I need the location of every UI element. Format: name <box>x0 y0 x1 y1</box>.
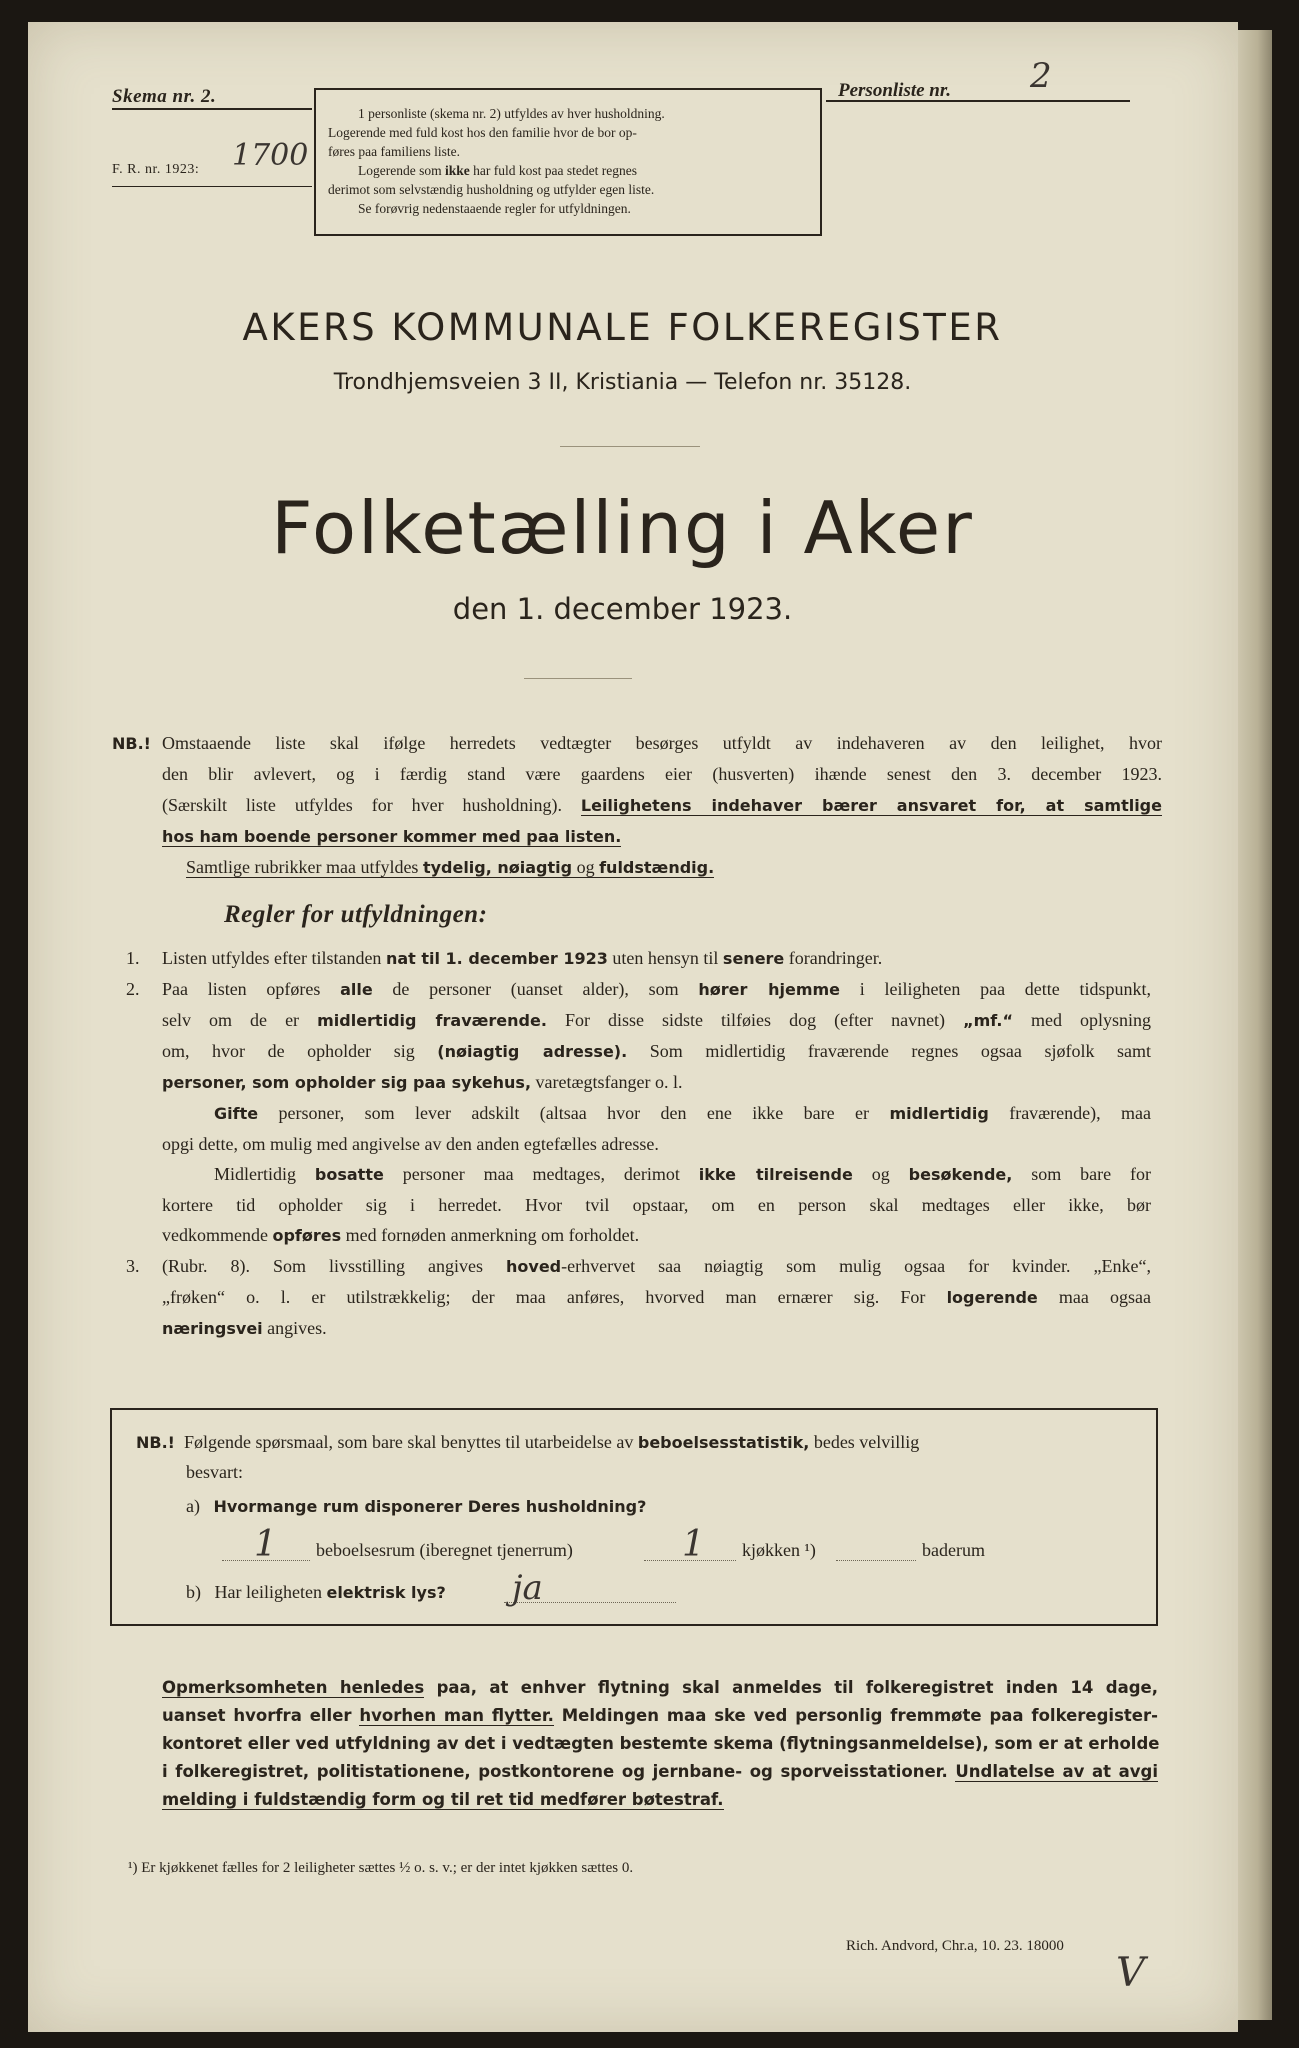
question-text: Hvormange rum disponerer Deres husholdning? <box>213 1497 647 1516</box>
rule-line: opgi dette, om mulig med angivelse av den anden egtefælles adresse. <box>162 1134 659 1154</box>
nb-text-bold: fuldstændig. <box>599 858 715 877</box>
rule-3 <box>126 1251 1151 1344</box>
info-text: Logerende som <box>358 163 442 178</box>
rule-2 <box>126 974 1151 1251</box>
box-text: bedes velvillig <box>813 1432 920 1452</box>
rules-heading: Regler for utfyldningen: <box>224 901 488 928</box>
rooms-value: 1 <box>254 1524 277 1565</box>
rule-text: -erhvervet saa nøiagtig som mulig ogsaa for kvinder. „Enke“, <box>561 1256 1151 1276</box>
divider <box>560 446 700 447</box>
personliste-label: Personliste nr. <box>838 80 951 101</box>
box-line: besvart: <box>186 1462 243 1482</box>
rule-line <box>162 1005 1151 1036</box>
personliste-value: 2 <box>1030 56 1052 96</box>
notice-text: Opmerksomheten henledes <box>162 1678 425 1697</box>
rule-line <box>162 1282 1151 1313</box>
rule-text-bold: hører hjemme <box>698 980 841 999</box>
notice-line <box>162 1702 1158 1730</box>
question-label: a) <box>186 1496 200 1516</box>
moving-notice <box>162 1674 1158 1814</box>
rule-text: „frøken“ o. l. er utilstrækkelig; der maa anføres, hvorved man ernærer sig. For <box>162 1287 926 1307</box>
rule-text: personer, som lever adskilt (altsaa hvor den ene ikke bare er <box>278 1103 870 1123</box>
rule-line <box>162 943 1151 974</box>
rule-line <box>162 1313 1151 1344</box>
notice-text: paa, at enhver flytning skal anmeldes til folkeregistret inden 14 dage, <box>436 1678 1158 1697</box>
rule-text: med fornøden anmerkning om forholdet. <box>345 1225 640 1245</box>
rule-text-bold: alle <box>340 980 373 999</box>
rule-line <box>162 1098 1151 1129</box>
nb-line <box>162 821 1162 852</box>
personliste-line <box>826 100 1130 102</box>
question-label: b) <box>186 1582 201 1602</box>
notice-line: kontoret eller ved utfyldning av det i vedtægten bestemte skema (flytningsanmeldelse), som er at erholde <box>162 1734 1160 1753</box>
box-text: Følgende spørsmaal, som bare skal benyttes til utarbeidelse av <box>183 1432 634 1452</box>
divider <box>524 678 632 679</box>
rule-line <box>162 1036 1151 1067</box>
rule-text-bold: bosatte <box>314 1165 384 1184</box>
rule-text: For disse sidste tilføies dog (efter navnet) <box>564 1010 946 1030</box>
box-line <box>136 1432 919 1453</box>
question-a <box>186 1496 646 1517</box>
nb-text: (Særskilt liste utfyldes for hver husholdning). <box>162 795 562 815</box>
nb-line: den blir avlevert, og i færdig stand være gaardens eier (husverten) ihænde senest den 3. december 1923. <box>162 764 1162 784</box>
rules-list <box>126 943 1151 1344</box>
rule-text: maa ogsaa <box>1058 1287 1152 1307</box>
rule-text: Midlertidig <box>214 1164 296 1184</box>
rule-line <box>162 1251 1151 1282</box>
nb-text-bold: Leilighetens indehaver bærer ansvaret for, at samtlige <box>580 796 1162 815</box>
nb-tag: NB.! <box>112 734 151 753</box>
notice-text: hvorhen man flytter. <box>359 1706 554 1725</box>
handwritten-mark: V <box>1116 1950 1145 1996</box>
rule-line <box>162 1159 1151 1190</box>
rule-line <box>162 1220 1151 1251</box>
rule-text: som bare for <box>1031 1164 1152 1184</box>
rule-text-bold: logerende <box>946 1288 1038 1307</box>
rule-text: i leiligheten paa dette tidspunkt, <box>859 979 1151 999</box>
fr-number-label: F. R. nr. 1923: <box>112 162 200 177</box>
document-title: Folketælling i Aker <box>271 486 974 570</box>
printer-imprint: Rich. Andvord, Chr.a, 10. 23. 18000 <box>846 1938 1064 1954</box>
info-line: Logerende med fuld kost hos den familie hvor de bor op- <box>328 125 637 140</box>
info-line: derimot som selvstændig husholdning og utfylder egen liste. <box>328 182 655 197</box>
organization-title: AKERS KOMMUNALE FOLKEREGISTER <box>242 306 1003 349</box>
rule-text: vedkommende <box>162 1225 268 1245</box>
rule-line: kortere tid opholder sig i herredet. Hvor tvil opstaar, om en person skal medtages eller ikke, bør <box>162 1195 1151 1215</box>
nb-line <box>162 852 1162 883</box>
rule-text-bold: midlertidig fraværende. <box>317 1011 547 1030</box>
question-text-bold: elektrisk lys? <box>326 1583 446 1602</box>
bath-label: baderum <box>922 1540 985 1560</box>
census-date: den 1. december 1923. <box>452 592 793 626</box>
nb-text: Samtlige rubrikker maa utfyldes <box>186 857 419 877</box>
housing-statistics-box <box>110 1408 1158 1626</box>
question-text: Har leiligheten <box>214 1582 322 1602</box>
rule-text: angives. <box>267 1318 327 1338</box>
kitchen-value: 1 <box>682 1524 705 1565</box>
nb-line <box>162 790 1162 821</box>
skema-underline <box>112 108 312 110</box>
rule-text-bold: opføres <box>272 1226 342 1245</box>
rule-text-bold: besøkende, <box>908 1165 1013 1184</box>
rule-text: om, hvor de opholder sig <box>162 1041 415 1061</box>
rule-text: Paa listen opføres <box>162 979 321 999</box>
rule-number: 1. <box>126 948 140 968</box>
rule-text: selv om de er <box>162 1010 300 1030</box>
nb-line: Omstaaende liste skal ifølge herredets vedtægter besørges utfyldt av indehaveren av den leilighet, hvor <box>162 733 1162 753</box>
question-b <box>186 1582 446 1603</box>
rule-text: fraværende), maa <box>1009 1103 1152 1123</box>
rule-text-bold: midlertidig <box>889 1104 989 1123</box>
fr-number-line <box>112 186 312 187</box>
rule-text: personer maa medtages, derimot <box>402 1164 680 1184</box>
rule-text: Listen utfyldes efter tilstanden <box>162 948 382 968</box>
household-info-box <box>314 88 822 236</box>
footnote: ¹) Er kjøkkenet fælles for 2 leiligheter sættes ½ o. s. v.; er der intet kjøkken sættes 0. <box>128 1860 634 1876</box>
nb-tag: NB.! <box>136 1433 175 1452</box>
kitchen-label: kjøkken ¹) <box>742 1540 816 1560</box>
rule-text: og <box>871 1164 890 1184</box>
rule-text-bold: senere <box>722 949 785 968</box>
nb-text-bold: hos ham boende personer kommer med paa listen. <box>162 827 622 846</box>
notice-line <box>162 1786 1158 1814</box>
rooms-label: beboelsesrum (iberegnet tjenerrum) <box>316 1540 573 1560</box>
rule-text: Som midlertidig fraværende regnes ogsaa sjøfolk samt <box>649 1041 1152 1061</box>
rule-number: 2. <box>126 979 140 999</box>
rule-text: (Rubr. 8). Som livsstilling angives <box>162 1256 484 1276</box>
rule-text-bold: Gifte <box>214 1104 259 1123</box>
nb-text-bold: tydelig, nøiagtig <box>422 858 573 877</box>
notice-text: i folkeregistret, politistationene, postkontorene og jernbane- og sporveisstationer. <box>162 1762 948 1781</box>
info-line: 1 personliste (skema nr. 2) utfyldes av hver husholdning. <box>358 106 665 121</box>
rule-text: de personer (uanset alder), som <box>392 979 679 999</box>
rule-text: uten hensyn til <box>612 948 719 968</box>
info-text: har fuld kost paa stedet regnes <box>473 163 637 178</box>
notice-text: Meldingen maa ske ved personlig fremmøte paa folkeregister- <box>561 1706 1158 1725</box>
rule-text-bold: næringsvei <box>162 1319 263 1338</box>
info-line: Se forøvrig nedenstaaende regler for utfyldningen. <box>358 201 631 216</box>
rule-text-bold: „mf.“ <box>963 1011 1013 1030</box>
notice-line <box>162 1674 1158 1702</box>
electric-value: ja <box>512 1568 543 1608</box>
notice-line <box>162 1758 1158 1786</box>
info-text-bold: ikke <box>444 163 470 178</box>
notice-text: melding i fuldstændig form og til ret tid medfører bøtestraf. <box>162 1790 724 1809</box>
rule-text: varetægtsfanger o. l. <box>535 1072 683 1092</box>
rule-text-bold: hoved <box>506 1257 562 1276</box>
fr-number-value: 1700 <box>232 138 309 173</box>
nb-text: og <box>576 857 595 877</box>
rule-text-bold: ikke tilreisende <box>698 1165 853 1184</box>
notice-text: uanset hvorfra eller <box>162 1706 352 1725</box>
box-text-bold: beboelsesstatistik, <box>637 1433 810 1452</box>
rule-line <box>162 974 1151 1005</box>
notice-text: Undlatelse av at avgi <box>955 1762 1159 1781</box>
info-line <box>328 161 810 180</box>
info-line: føres paa familiens liste. <box>328 144 460 159</box>
rule-line <box>162 1067 1151 1098</box>
organization-address: Trondhjemsveien 3 II, Kristiania — Telefon nr. 35128. <box>333 370 912 395</box>
rule-1 <box>126 943 1151 974</box>
rule-text-bold: personer, som opholder sig paa sykehus, <box>162 1073 532 1092</box>
rule-text-bold: (nøiagtig adresse). <box>437 1042 628 1061</box>
skema-number: Skema nr. 2. <box>112 86 217 107</box>
rule-text: forandringer. <box>788 948 883 968</box>
rule-text-bold: nat til 1. december 1923 <box>385 949 608 968</box>
bath-field-line <box>836 1560 916 1561</box>
rule-number: 3. <box>126 1256 140 1276</box>
rule-text: med oplysning <box>1031 1010 1152 1030</box>
nb-notice <box>112 728 1162 883</box>
